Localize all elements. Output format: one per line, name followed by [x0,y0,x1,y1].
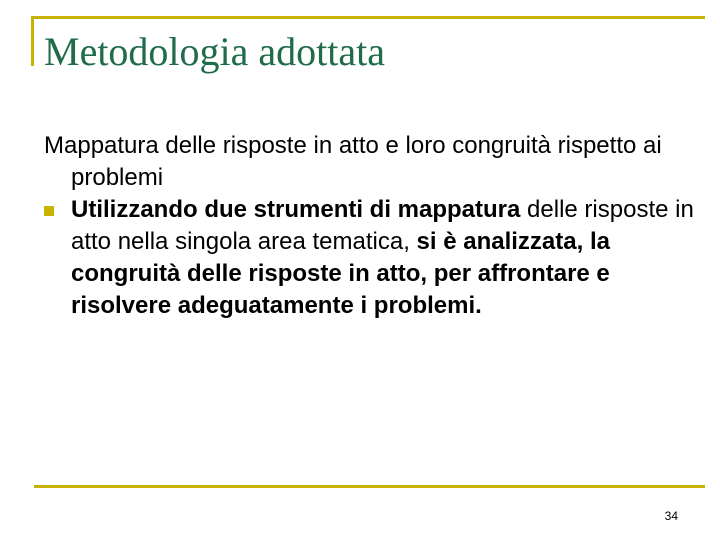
top-border-line [31,16,705,19]
bottom-border-line [34,485,705,488]
bullet-text-bold-1: Utilizzando due strumenti di mappatura [71,196,521,223]
slide-body [44,130,694,322]
slide-title: Metodologia adottata [44,29,386,74]
bullet-text-bold-2: si è analizzata, la congruità delle risposte in atto, per affrontare e risolvere adeguatamente i problemi. [71,228,610,319]
intro-paragraph: Mappatura delle risposte in atto e loro congruità rispetto ai problemi [44,132,662,191]
square-bullet-icon [44,206,54,216]
bullet-text-regular: delle risposte in atto nella singola area tematica, [71,196,694,255]
left-border-line [31,16,34,66]
page-number: 34 [664,509,678,523]
bullet-item [44,194,694,322]
